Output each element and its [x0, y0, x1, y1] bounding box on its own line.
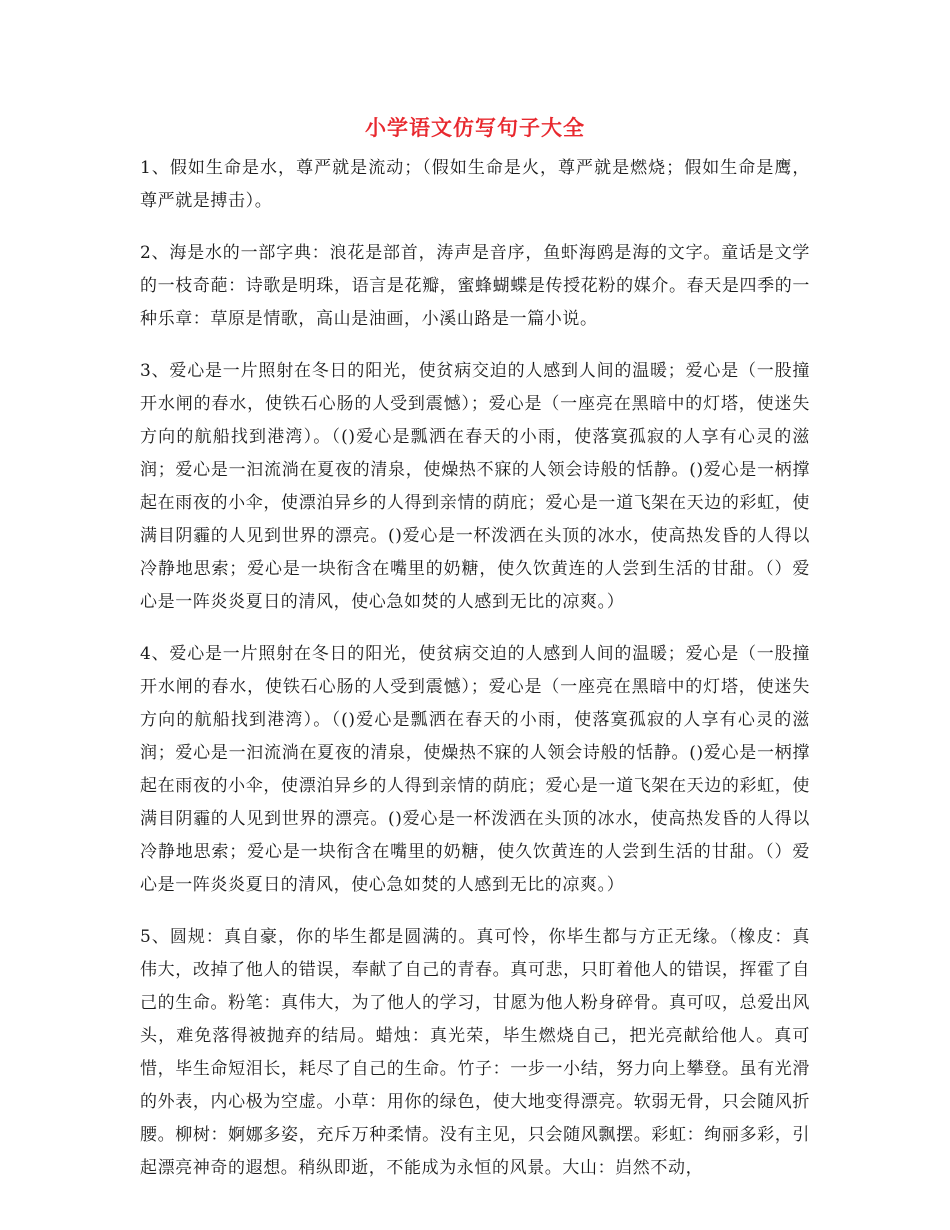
paragraph-2: 2、海是水的一部字典：浪花是部首，涛声是音序，鱼虾海鸥是海的文字。童话是文学的一枝奇葩：诗歌是明珠，语言是花瓣，蜜蜂蝴蝶是传授花粉的媒介。春天是四季的一种乐章：草原是情歌，高山是油画，小溪山路是一篇小说。: [140, 243, 810, 329]
document-title: 小学语文仿写句子大全: [365, 116, 585, 140]
paragraph-5: 5、圆规：真自豪，你的毕生都是圆满的。真可怜，你毕生都与方正无缘。（橡皮：真伟大，改掉了他人的错误，奉献了自己的青春。真可悲，只盯着他人的错误，挥霍了自己的生命。粉笔：真伟大，为了他人的学习，甘愿为他人粉身碎骨。真可叹，总爱出风头，难免落得被抛弃的结局。蜡烛：真光荣，毕生燃烧自己，把光亮献给他人。真可惜，毕生命短泪长，耗尽了自己的生命。竹子：一步一小结，努力向上攀登。虽有光滑的外表，内心极为空虚。小草：用你的绿色，使大地变得漂亮。软弱无骨，只会随风折腰。柳树：婀娜多姿，充斥万种柔情。没有主见，只会随风飘摆。彩虹：绚丽多彩，引起漂亮神奇的遐想。稍纵即逝，不能成为永恒的风景。大山：岿然不动，: [140, 927, 810, 1178]
paragraph-3: 3、爱心是一片照射在冬日的阳光，使贫病交迫的人感到人间的温暖；爱心是（一股撞开水闸的春水，使铁石心肠的人受到震憾）；爱心是（一座亮在黑暗中的灯塔，使迷失方向的航船找到港湾）。（()爱心是瓢洒在春天的小雨，使落寞孤寂的人享有心灵的滋润；爱心是一汩流淌在夏夜的清泉，使燥热不寐的人领会诗般的恬静。()爱心是一柄撑起在雨夜的小伞，使漂泊异乡的人得到亲情的荫庇；爱心是一道飞架在天边的彩虹，使满目阴霾的人见到世界的漂亮。()爱心是一杯泼洒在头顶的冰水，使高热发昏的人得以冷静地思索；爱心是一块衔含在嘴里的奶糖，使久饮黄连的人尝到生活的甘甜。（）爱心是一阵炎炎夏日的清风，使心急如焚的人感到无比的凉爽。）: [140, 361, 810, 612]
paragraph-4: 4、爱心是一片照射在冬日的阳光，使贫病交迫的人感到人间的温暖；爱心是（一股撞开水闸的春水，使铁石心肠的人受到震憾）；爱心是（一座亮在黑暗中的灯塔，使迷失方向的航船找到港湾）。（()爱心是瓢洒在春天的小雨，使落寞孤寂的人享有心灵的滋润；爱心是一汩流淌在夏夜的清泉，使燥热不寐的人领会诗般的恬静。()爱心是一柄撑起在雨夜的小伞，使漂泊异乡的人得到亲情的荫庇；爱心是一道飞架在天边的彩虹，使满目阴霾的人见到世界的漂亮。()爱心是一杯泼洒在头顶的冰水，使高热发昏的人得以冷静地思索；爱心是一块衔含在嘴里的奶糖，使久饮黄连的人尝到生活的甘甜。（）爱心是一阵炎炎夏日的清风，使心急如焚的人感到无比的凉爽。）: [140, 644, 810, 895]
document-body: [140, 152, 810, 1204]
paragraph-1: 1、假如生命是水，尊严就是流动；（假如生命是火，尊严就是燃烧；假如生命是鹰，尊严就是搏击）。: [140, 158, 810, 211]
